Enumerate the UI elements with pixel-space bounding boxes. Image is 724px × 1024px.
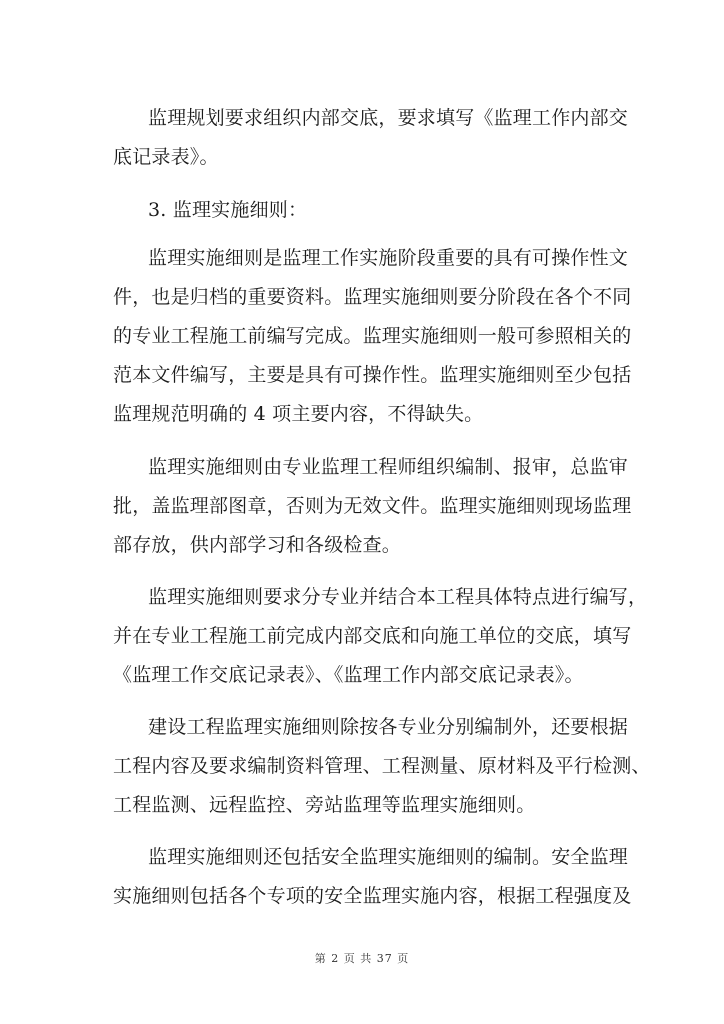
section-heading: 3. 监理实施细则： [148, 199, 308, 221]
page-number: 第 2 页 共 37 页 [314, 952, 410, 965]
text-line: 范本文件编写，主要是具有可操作性。监理实施细则至少包括 [113, 364, 632, 386]
text-line: 部存放，供内部学习和各级检查。 [113, 534, 402, 556]
text-line: 工程内容及要求编制资料管理、工程测量、原材料及平行检测、 [113, 755, 651, 777]
text-line: 工程监测、远程监控、旁站监理等监理实施细则。 [113, 794, 536, 816]
text-line: 《监理工作交底记录表》、《监理工作内部交底记录表》。 [113, 664, 584, 686]
text-line: 的专业工程施工前编写完成。监理实施细则一般可参照相关的 [113, 325, 632, 347]
text-line: 底记录表》。 [113, 146, 219, 168]
text-line: 监理规范明确的 4 项主要内容，不得缺失。 [113, 403, 484, 425]
text-line: 监理规划要求组织内部交底，要求填写《监理工作内部交 [148, 107, 629, 129]
text-line: 实施细则包括各个专项的安全监理实施内容，根据工程强度及 [113, 885, 632, 907]
text-line: 并在专业工程施工前完成内部交底和向施工单位的交底，填写 [113, 625, 632, 647]
text-line: 建设工程监理实施细则除按各专业分别编制外，还要根据 [148, 716, 629, 738]
text-line: 件，也是归档的重要资料。监理实施细则要分阶段在各个不同 [113, 286, 632, 308]
text-line: 监理实施细则要求分专业并结合本工程具体特点进行编写， [148, 586, 648, 608]
text-line: 批，盖监理部图章，否则为无效文件。监理实施细则现场监理 [113, 495, 632, 517]
text-line: 监理实施细则由专业监理工程师组织编制、报审，总监审 [148, 456, 629, 478]
text-line: 监理实施细则还包括安全监理实施细则的编制。安全监理 [148, 846, 629, 868]
text-line: 监理实施细则是监理工作实施阶段重要的具有可操作性文 [148, 247, 629, 269]
